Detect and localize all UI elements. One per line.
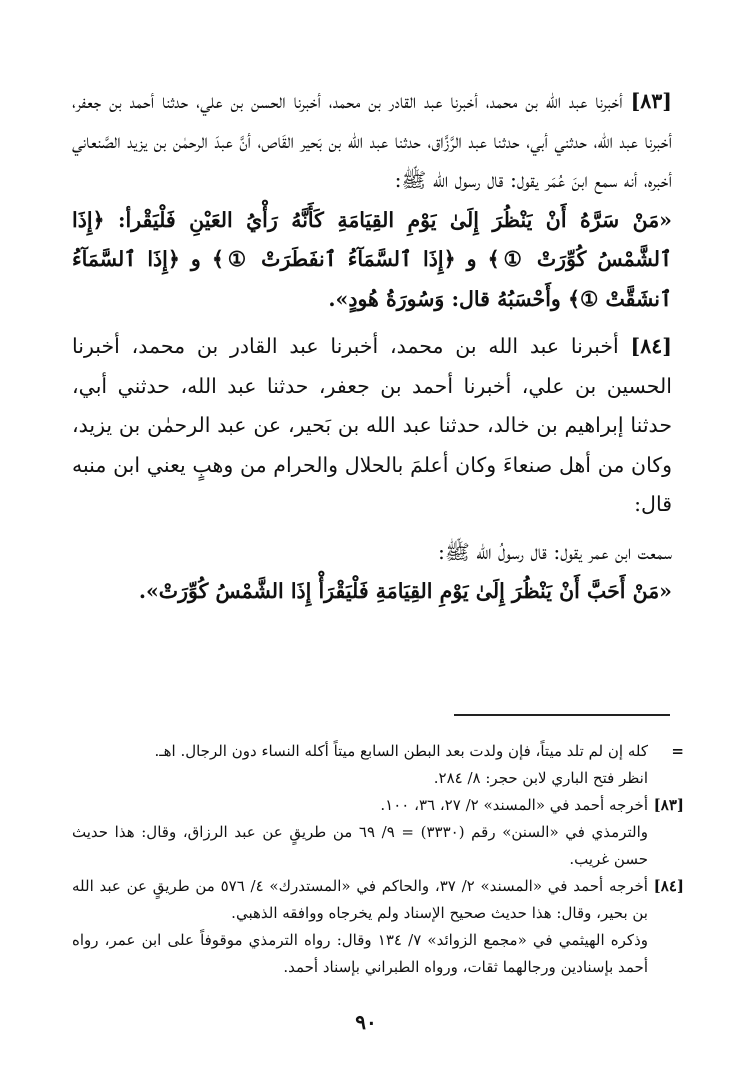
footnote-line: انظر فتح الباري لابن حجر: ٨/ ٢٨٤.	[433, 769, 648, 787]
hadith-83-matn: «مَنْ سَرَّهُ أَنْ يَنْظُرَ إِلَىٰ يَوْمِ القِيَامَةِ كَأَنَّهُ رَأْيُ العَيْنِ فَلْيَقْرأ: ﴿إِذَا ٱلشَّمْسُ كُوِّرَتْ ①﴾ و ﴿إِذَا ٱلسَّمَآءُ ٱنفَطَرَتْ ①﴾ و ﴿إِذَا ٱلسَّمَآءُ ٱنشَقَّتْ ①﴾ وأَحْسَبُهُ قال: وَسُورَةُ هُودٍ».	[72, 207, 672, 311]
footnote-line: وذكره الهيثمي في «مجمع الزوائد» ٧/ ١٣٤ وقال: رواه الترمذي موقوفاً على ابن عمر، رواه أحمد بإسنادين ورجالهما ثقات، ورواه الطبراني بإسناد أحمد.	[72, 931, 648, 976]
hadith-84-narration: سمعت ابن عمر يقول: قال رسولُ الله ﷺ:	[438, 539, 672, 564]
hadith-number-83: [٨٣]	[630, 89, 672, 113]
footnote-line: كله إن لم تلد ميتاً، فإن ولدت بعد البطن السابع ميتاً أكله النساء دون الرجال. اهـ.	[154, 742, 648, 760]
hadith-number-84: [٨٤]	[630, 334, 672, 358]
footnote-line: أخرجه أحمد في «المسند» ٢/ ٣٧، والحاكم في «المستدرك» ٤/ ٥٧٦ من طريقٍ عن عبد الله بن بحير، وقال: هذا حديث صحيح الإسناد ولم يخرجاه ووافقه الذهبي.	[72, 877, 648, 922]
footnote-divider	[454, 714, 670, 716]
footnotes	[72, 738, 684, 981]
hadith-83-chain: أخبرنا عبد الله بن محمد، أخبرنا عبد القادر بن محمد، أخبرنا الحسن بن علي، حدثنا أحمد بن جعفر، أخبرنا عبد الله، حدثني أبي، حدثنا عبد الرَّزَّاق، حدثنا عبد الله بن بَحير القَاص، أنَّ عبدَ الرحمٰن بن يزيد الصَّنعاني أخبره، أنه سمع ابنَ عُمَر يقول: قال رسول الله ﷺ:	[72, 89, 672, 192]
hadith-83-isnad	[72, 82, 672, 201]
footnote-83	[72, 792, 684, 873]
page-number: ٩٠	[355, 1010, 377, 1034]
footnote-line: أخرجه أحمد في «المسند» ٢/ ٢٧، ٣٦، ١٠٠.	[380, 796, 648, 814]
footnote-mark: [٨٣]	[653, 796, 684, 814]
footnote-continuation	[72, 738, 684, 792]
footnote-mark: =	[671, 742, 684, 760]
hadith-84-chain: أخبرنا عبد الله بن محمد، أخبرنا عبد القادر بن محمد، أخبرنا الحسين بن علي، أخبرنا أحمد بن جعفر، حدثنا عبد الله، حدثني أبي، حدثنا إبراهيم بن خالد، حدثنا عبد الله بن بَحير، عن عبد الرحمٰن بن يزيد، وكان من أهل صنعاءَ وكان أعلمَ بالحلال والحرام من وهبٍ يعني ابن منبه قال:	[72, 334, 672, 516]
footnote-mark: [٨٤]	[653, 877, 684, 895]
footnote-84	[72, 873, 684, 981]
footnote-line: والترمذي في «السنن» رقم (٣٣٣٠) = ٩/ ٦٩ من طريقٍ عن عبد الرزاق، وقال: هذا حديث حسن غريب.	[72, 823, 648, 868]
main-text	[72, 82, 672, 612]
hadith-84-isnad	[72, 327, 672, 525]
hadith-84-matn: «مَنْ أَحَبَّ أَنْ يَنْظُرَ إِلَىٰ يَوْمِ القِيَامَةِ فَلْيَقْرَأْ إِذَا الشَّمْسُ كُوِّرَتْ».	[138, 579, 672, 603]
